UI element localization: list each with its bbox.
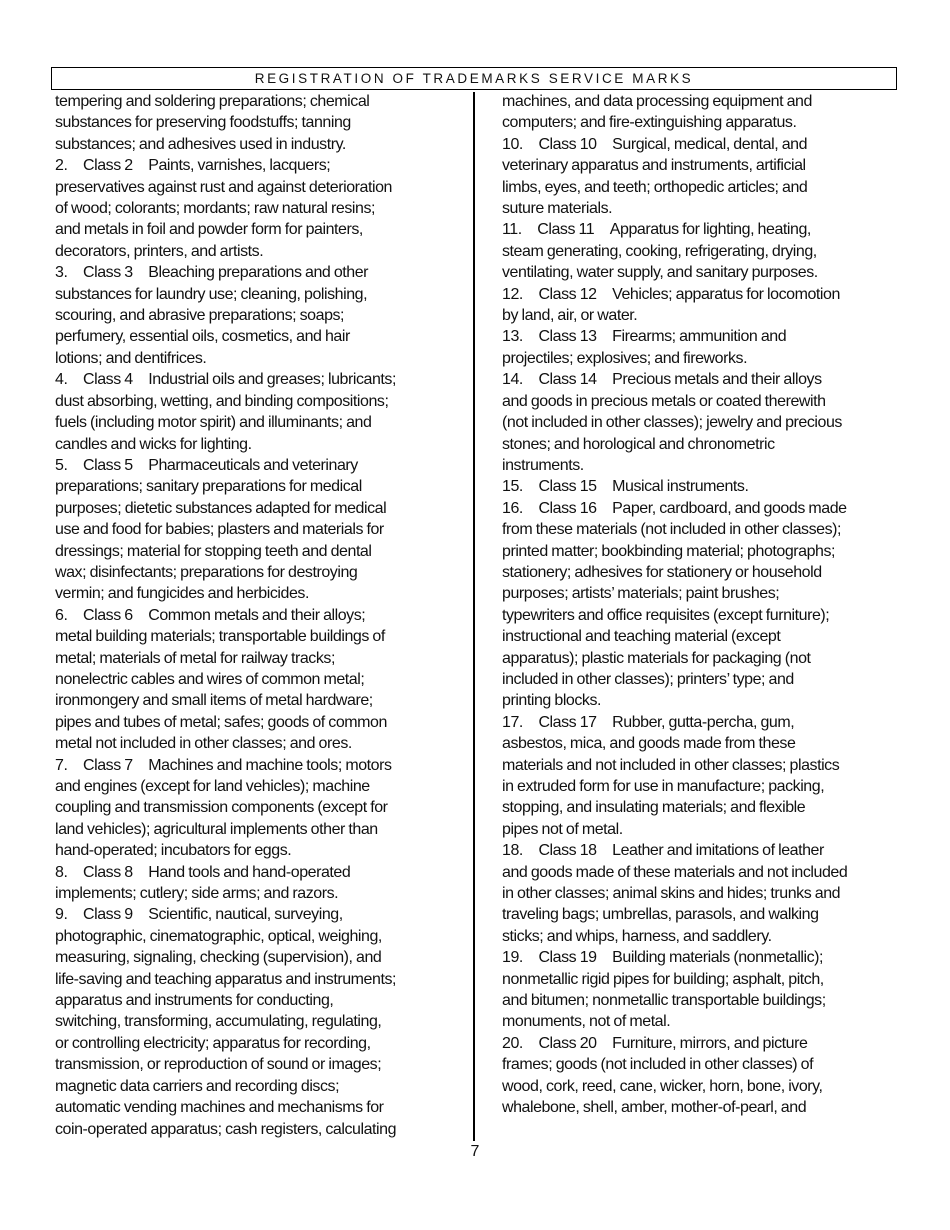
text-line: 13. Class 13 Firearms; ammunition and (502, 328, 787, 346)
text-line: stones; and horological and chronometric (502, 435, 775, 453)
text-line: dust absorbing, wetting, and binding compositions; (55, 392, 389, 410)
text-line: metal building materials; transportable buildings of (55, 628, 385, 646)
text-line: substances for preserving foodstuffs; tanning (55, 114, 351, 132)
text-line: suture materials. (502, 200, 613, 218)
page-number: 7 (470, 1143, 480, 1160)
text-line: preparations; sanitary preparations for medical (55, 478, 362, 496)
text-line: by land, air, or water. (502, 307, 638, 325)
text-line: automatic vending machines and mechanisms for (55, 1099, 384, 1117)
text-line: substances for laundry use; cleaning, polishing, (55, 285, 368, 303)
text-line: lotions; and dentifrices. (55, 349, 207, 367)
text-line: 17. Class 17 Rubber, gutta-percha, gum, (502, 713, 795, 731)
text-line: in extruded form for use in manufacture; packing, (502, 778, 825, 795)
header-title: REGISTRATION OF TRADEMARKS SERVICE MARKS (254, 71, 694, 86)
text-line: hand-operated; incubators for eggs. (55, 842, 292, 860)
text-line: photographic, cinematographic, optical, weighing, (55, 927, 382, 945)
text-line: vermin; and fungicides and herbicides. (55, 585, 309, 603)
text-line: limbs, eyes, and teeth; orthopedic articles; and (502, 178, 808, 196)
text-line: printing blocks. (502, 692, 602, 710)
text-line: metal; materials of metal for railway tracks; (55, 649, 335, 667)
text-line: use and food for babies; plasters and materials for (55, 521, 384, 539)
text-line: 16. Class 16 Paper, cardboard, and goods made (502, 499, 847, 517)
text-line: 2. Class 2 Paints, varnishes, lacquers; (55, 157, 331, 175)
text-line: tempering and soldering preparations; chemical (55, 93, 370, 110)
text-line: pipes and tubes of metal; safes; goods of common (55, 713, 387, 731)
text-line: metal not included in other classes; and ores. (55, 735, 352, 753)
text-line: projectiles; explosives; and fireworks. (502, 349, 748, 367)
text-line: veterinary apparatus and instruments, artificial (502, 157, 806, 175)
column-divider (473, 92, 475, 1141)
text-line: 4. Class 4 Industrial oils and greases; lubricants; (55, 371, 396, 389)
text-line: and bitumen; nonmetallic transportable buildings; (502, 992, 826, 1010)
text-line: printed matter; bookbinding material; photographs; (502, 542, 836, 560)
text-line: magnetic data carriers and recording discs; (55, 1077, 340, 1095)
text-line: pipes not of metal. (502, 820, 623, 838)
right-column (502, 91, 902, 1119)
text-line: purposes; dietetic substances adapted for medical (55, 499, 387, 517)
text-line: fuels (including motor spirit) and illuminants; and (55, 414, 372, 432)
text-line: steam generating, cooking, refrigerating, drying, (502, 242, 817, 260)
text-line: perfumery, essential oils, cosmetics, and hair (55, 328, 350, 346)
text-line: 19. Class 19 Building materials (nonmetallic); (502, 949, 824, 967)
text-line: apparatus and instruments for conducting, (55, 992, 334, 1010)
text-line: decorators, printers, and artists. (55, 242, 264, 260)
text-line: land vehicles); agricultural implements other than (55, 820, 378, 838)
text-line: 6. Class 6 Common metals and their alloys; (55, 606, 366, 624)
text-line: instruments. (502, 456, 584, 474)
text-line: 5. Class 5 Pharmaceuticals and veterinary (55, 456, 358, 474)
text-line: or controlling electricity; apparatus for recording, (55, 1034, 371, 1052)
text-line: sticks; and whips, harness, and saddlery. (502, 927, 772, 945)
text-line: frames; goods (not included in other classes) of (502, 1056, 814, 1074)
text-line: ventilating, water supply, and sanitary purposes. (502, 264, 818, 282)
text-line: 3. Class 3 Bleaching preparations and other (55, 264, 369, 282)
text-line: stationery; adhesives for stationery or household (502, 563, 822, 581)
text-line: stopping, and insulating materials; and flexible (502, 799, 806, 817)
text-line: 11. Class 11 Apparatus for lighting, heating, (502, 221, 811, 239)
text-line: dressings; material for stopping teeth and dental (55, 542, 372, 560)
text-line: 15. Class 15 Musical instruments. (502, 478, 749, 496)
text-line: typewriters and office requisites (except furniture); (502, 606, 830, 624)
text-line: transmission, or reproduction of sound or images; (55, 1056, 382, 1074)
left-column (55, 91, 455, 1140)
text-line: instructional and teaching material (except (502, 628, 781, 646)
text-line: traveling bags; umbrellas, parasols, and walking (502, 906, 819, 924)
text-line: nonelectric cables and wires of common metal; (55, 670, 365, 688)
text-line: purposes; artists’ materials; paint brushes; (502, 585, 780, 603)
text-line: candles and wicks for lighting. (55, 435, 252, 453)
text-line: materials and not included in other classes; plastics (502, 756, 840, 774)
text-line: from these materials (not included in other classes); (502, 521, 842, 539)
text-line: (not included in other classes); jewelry and precious (502, 414, 842, 432)
text-line: 10. Class 10 Surgical, medical, dental, and (502, 135, 808, 153)
text-line: preservatives against rust and against deterioration (55, 178, 392, 196)
text-line: implements; cutlery; side arms; and razors. (55, 885, 339, 903)
text-line: and engines (except for land vehicles); machine (55, 778, 370, 795)
text-line: apparatus); plastic materials for packaging (not (502, 649, 811, 667)
text-line: whalebone, shell, amber, mother-of-pearl, and (502, 1099, 807, 1117)
text-line: nonmetallic rigid pipes for building; asphalt, pitch, (502, 970, 824, 988)
text-line: and metals in foil and powder form for painters, (55, 221, 363, 239)
text-line: monuments, not of metal. (502, 1013, 671, 1031)
text-line: in other classes; animal skins and hides; trunks and (502, 885, 841, 903)
text-line: measuring, signaling, checking (supervision), and (55, 949, 382, 967)
text-line: 9. Class 9 Scientific, nautical, surveying, (55, 906, 343, 924)
text-line: coin-operated apparatus; cash registers, calculating (55, 1120, 397, 1138)
text-line: wax; disinfectants; preparations for destroying (55, 563, 358, 581)
text-line: switching, transforming, accumulating, regulating, (55, 1013, 382, 1031)
text-line: 12. Class 12 Vehicles; apparatus for locomotion (502, 285, 840, 303)
text-line: scouring, and abrasive preparations; soaps; (55, 307, 345, 325)
text-line: 8. Class 8 Hand tools and hand-operated (55, 863, 351, 881)
running-header (51, 67, 897, 90)
text-line: included in other classes); printers’ type; and (502, 670, 794, 688)
text-line: coupling and transmission components (except for (55, 799, 388, 817)
text-line: 20. Class 20 Furniture, mirrors, and picture (502, 1034, 808, 1052)
text-line: 14. Class 14 Precious metals and their alloys (502, 371, 822, 389)
text-line: 18. Class 18 Leather and imitations of leather (502, 842, 824, 860)
text-line: of wood; colorants; mordants; raw natural resins; (55, 200, 375, 218)
text-line: computers; and fire-extinguishing apparatus. (502, 114, 797, 132)
text-line: and goods made of these materials and not included (502, 863, 848, 881)
text-line: and goods in precious metals or coated therewith (502, 392, 826, 410)
text-line: wood, cork, reed, cane, wicker, horn, bone, ivory, (502, 1077, 823, 1095)
text-line: life-saving and teaching apparatus and instruments; (55, 970, 396, 988)
text-line: ironmongery and small items of metal hardware; (55, 692, 373, 710)
text-line: asbestos, mica, and goods made from these (502, 735, 796, 753)
text-line: 7. Class 7 Machines and machine tools; motors (55, 756, 392, 774)
text-line: substances; and adhesives used in industry. (55, 135, 346, 153)
text-line: machines, and data processing equipment and (502, 93, 812, 110)
